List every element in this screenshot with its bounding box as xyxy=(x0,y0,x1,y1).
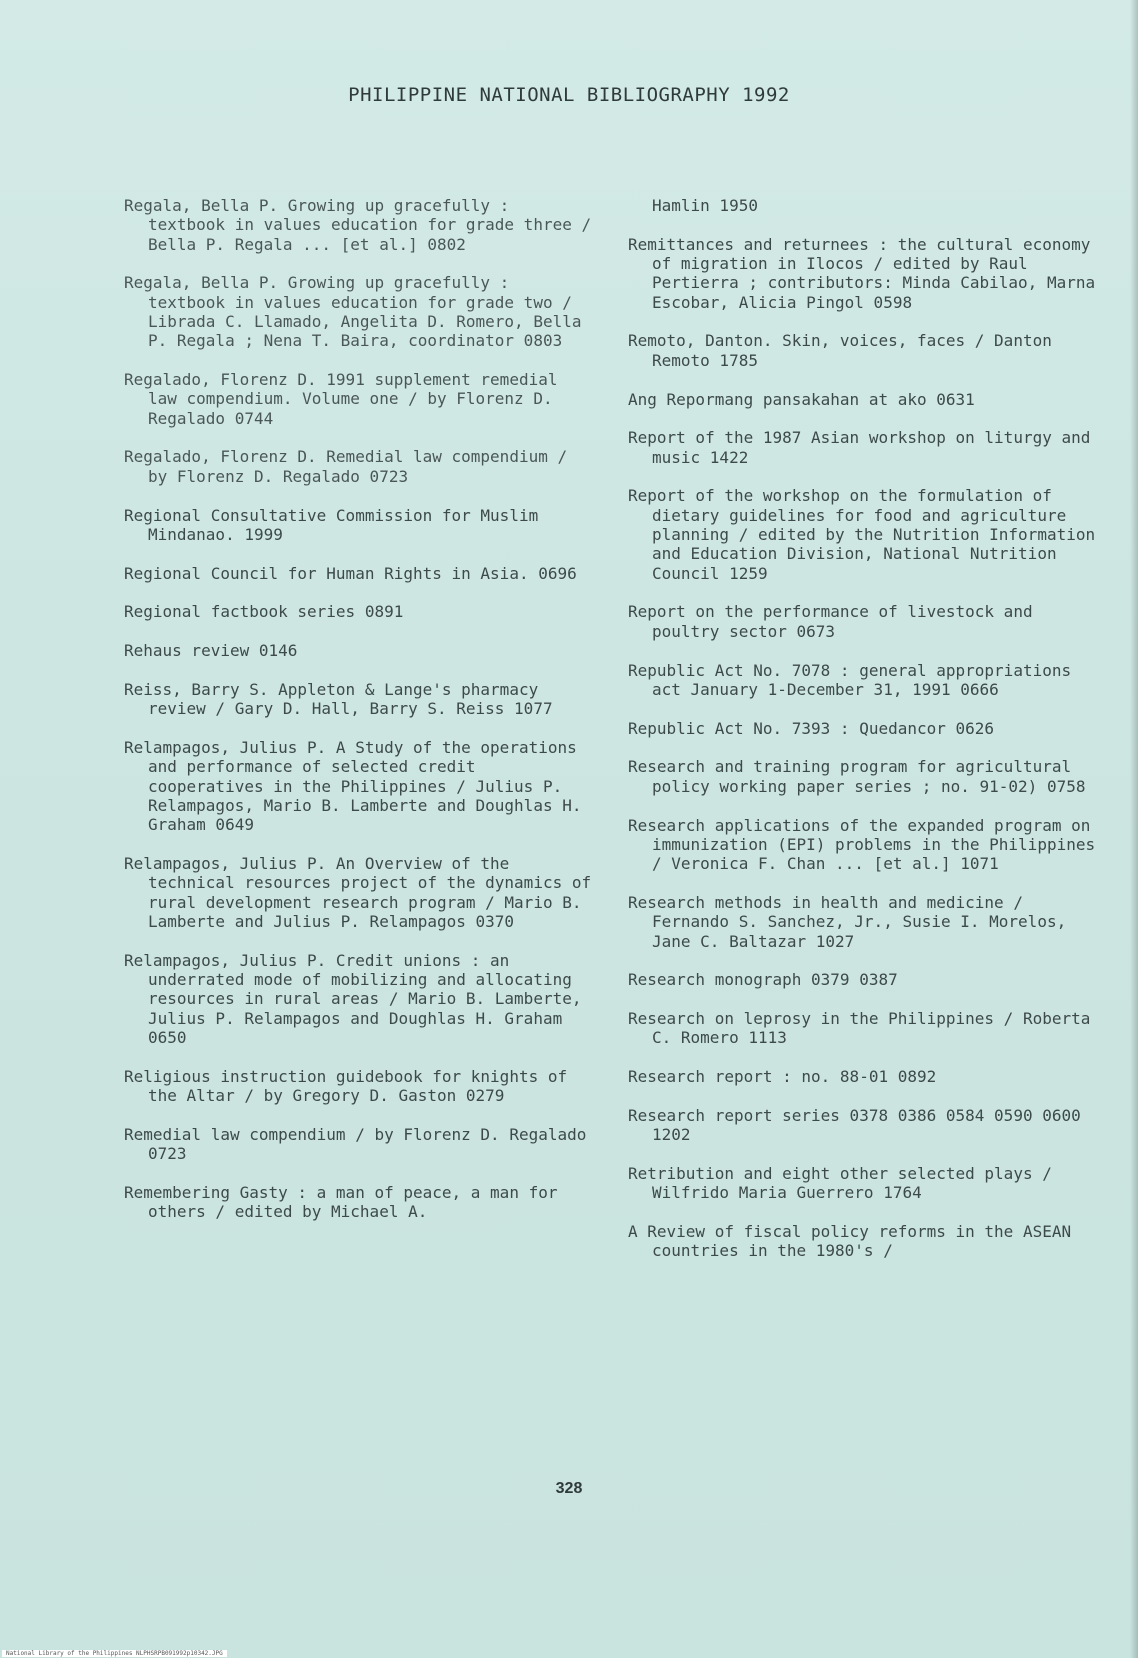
bibliography-entry: Research report series 0378 0386 0584 0590 0600 1202 xyxy=(628,1106,1091,1145)
bibliography-entry: Report of the 1987 Asian workshop on liturgy and music 1422 xyxy=(628,428,1101,467)
bibliography-entry: A Review of fiscal policy reforms in the ASEAN countries in the 1980's / xyxy=(628,1222,1081,1261)
bibliography-entry: Remembering Gasty : a man of peace, a man for others / edited by Michael A. xyxy=(124,1182,568,1222)
bibliography-entry: Research and training program for agricultural policy working paper series ; no. 91-02) 0758 xyxy=(628,757,1086,796)
bibliography-entry: Ang Repormang pansakahan at ako 0631 xyxy=(628,389,975,409)
bibliography-entry: Relampagos, Julius P. Credit unions : an underrated mode of mobilizing and allocating resources in rural areas / Mario B. Lamberte, Julius P. Relampagos and Doughlas H. Graham 0650 xyxy=(124,950,592,1047)
bibliography-entry: Reiss, Barry S. Appleton & Lange's pharmacy review / Gary D. Hall, Barry S. Reiss 1077 xyxy=(124,680,553,719)
left-column xyxy=(124,196,601,1241)
bibliography-entry: Republic Act No. 7393 : Quedancor 0626 xyxy=(628,718,995,738)
bibliography-entry: Research report : no. 88-01 0892 xyxy=(628,1067,937,1087)
right-column xyxy=(628,196,1105,1280)
bibliography-entry: Remoto, Danton. Skin, voices, faces / Danton Remoto 1785 xyxy=(628,331,1062,370)
bibliography-entry: Regala, Bella P. Growing up gracefully : textbook in values education for grade two / Librada C. Llamado, Angelita D. Romero, Bella P. Regala ; Nena T. Baira, coordinator 0803 xyxy=(124,273,592,351)
bibliography-entry: Report on the performance of livestock and poultry sector 0673 xyxy=(628,602,1043,641)
page-number: 328 xyxy=(555,1480,583,1497)
bibliography-entry: Regalado, Florenz D. Remedial law compendium / by Florenz D. Regalado 0723 xyxy=(124,447,577,486)
bibliography-entry: Retribution and eight other selected plays / Wilfrido Maria Guerrero 1764 xyxy=(628,1164,1062,1203)
bibliography-entry: Regional Council for Human Rights in Asia. 0696 xyxy=(124,563,577,583)
bibliography-entry: Regional factbook series 0891 xyxy=(124,602,404,622)
bibliography-entry: Regala, Bella P. Growing up gracefully : textbook in values education for grade three / Bella P. Regala ... [et al.] 0802 xyxy=(124,196,601,254)
bibliography-entry: Republic Act No. 7078 : general appropriations act January 1-December 31, 1991 0666 xyxy=(628,660,1081,699)
page-edge-shadow xyxy=(1130,0,1138,1658)
bibliography-entry: Religious instruction guidebook for knights of the Altar / by Gregory D. Gaston 0279 xyxy=(124,1066,577,1106)
bibliography-entry: Regional Consultative Commission for Muslim Mindanao. 1999 xyxy=(124,505,548,544)
bibliography-entry: Rehaus review 0146 xyxy=(124,641,298,661)
bibliography-entry: Report of the workshop on the formulation of dietary guidelines for food and agriculture planning / edited by the Nutrition Information and Education Division, National Nutrition Council 1259 xyxy=(628,486,1105,583)
bibliography-entry: Remittances and returnees : the cultural economy of migration in Ilocos / edited by Raul Pertierra ; contributors: Minda Cabilao, Marna Escobar, Alicia Pingol 0598 xyxy=(628,234,1105,312)
bibliography-entry: Relampagos, Julius P. A Study of the operations and performance of selected credit cooperatives in the Philippines / Julius P. Relampagos, Mario B. Lamberte and Doughlas H. Graham 0649 xyxy=(124,738,592,835)
bibliography-entry: Research on leprosy in the Philippines / Roberta C. Romero 1113 xyxy=(628,1009,1101,1048)
bibliography-entry: Research monograph 0379 0387 xyxy=(628,970,898,990)
bibliography-entry: Research applications of the expanded program on immunization (EPI) problems in the Philippines / Veronica F. Chan ... [et al.] 1071 xyxy=(628,815,1105,874)
bibliography-entry: Relampagos, Julius P. An Overview of the technical resources project of the dynamics of rural development research program / Mario B. Lamberte and Julius P. Relampagos 0370 xyxy=(124,854,601,932)
bibliography-entry: Research methods in health and medicine / Fernando S. Sanchez, Jr., Susie I. Morelos, Jane C. Baltazar 1027 xyxy=(628,892,1076,951)
scan-footer-label: National Library of the Philippines NLPHSRPB091992p10342.JPG xyxy=(2,1650,227,1657)
page-title: PHILIPPINE NATIONAL BIBLIOGRAPHY 1992 xyxy=(348,84,790,106)
bibliography-entry: Remedial law compendium / by Florenz D. Regalado 0723 xyxy=(124,1124,597,1164)
bibliography-entry-continuation: Hamlin 1950 xyxy=(652,196,758,215)
bibliography-entry: Regalado, Florenz D. 1991 supplement remedial law compendium. Volume one / by Florenz D. Regalado 0744 xyxy=(124,370,568,428)
